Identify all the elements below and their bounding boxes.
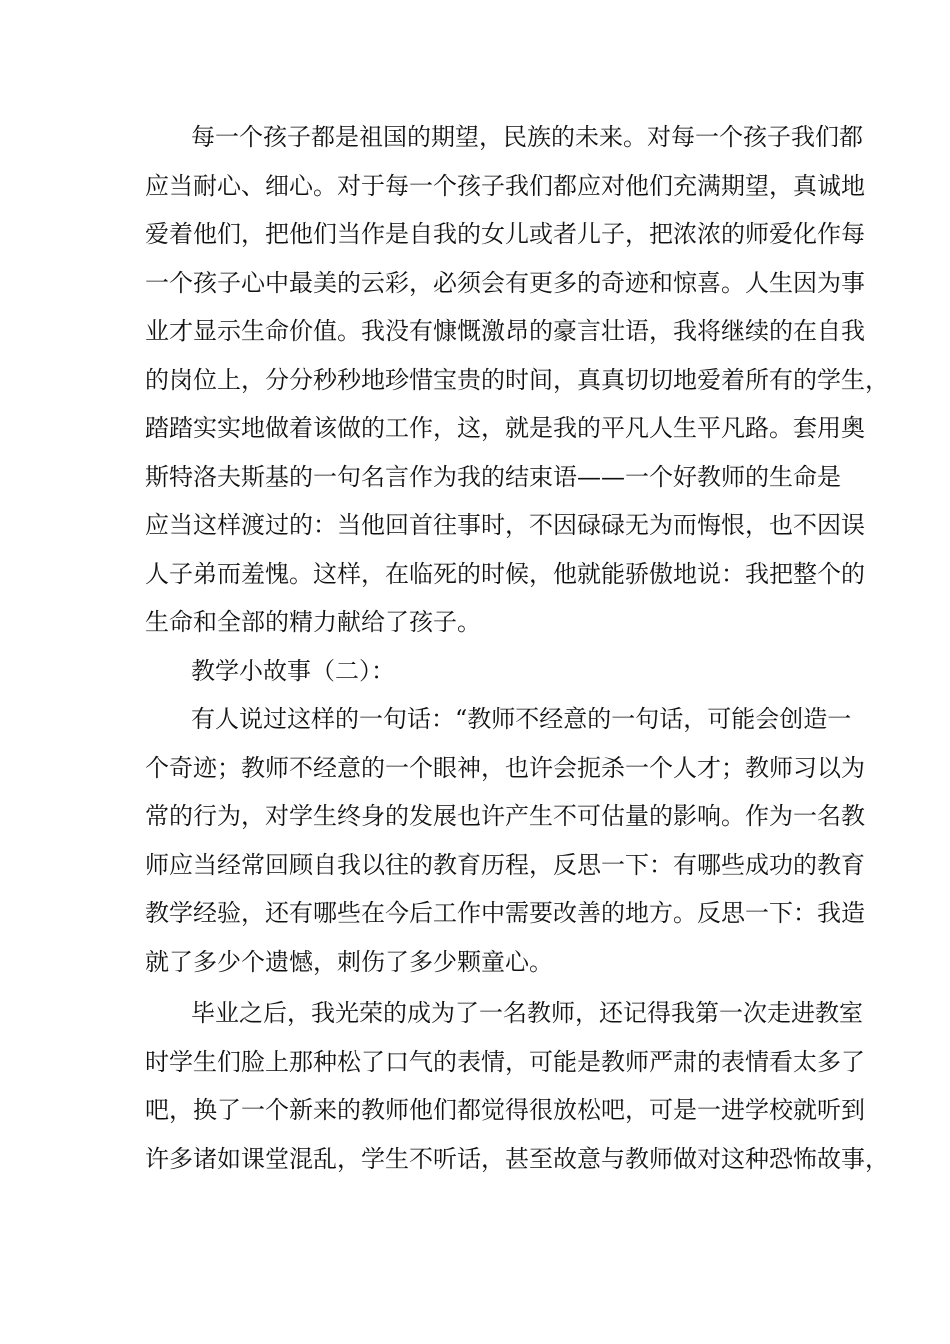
text-line: 的岗位上，分分秒秒地珍惜宝贵的时间，真真切切地爱着所有的学生， <box>145 365 889 394</box>
text-line: 踏踏实实地做着该做的工作，这，就是我的平凡人生平凡路。套用奥 <box>145 414 865 442</box>
text-line: 许多诸如课堂混乱，学生不听话，甚至故意与教师做对这种恐怖故事， <box>145 1144 889 1173</box>
text-line: 业才显示生命价值。我没有慷慨激昂的豪言壮语，我将继续的在自我 <box>145 317 865 345</box>
text-line: 师应当经常回顾自我以往的教育历程，反思一下：有哪些成功的教育 <box>145 850 865 879</box>
text-line: 教学经验，还有哪些在今后工作中需要改善的地方。反思一下：我造 <box>145 899 865 927</box>
text-line: 有人说过这样的一句话：“教师不经意的一句话，可能会创造一 <box>191 705 852 733</box>
paragraph-2 <box>145 695 865 986</box>
text-line: 常的行为，对学生终身的发展也许产生不可估量的影响。作为一名教 <box>145 802 865 830</box>
text-line: 人子弟而羞愧。这样，在临死的时候，他就能骄傲地说：我把整个的 <box>145 559 865 588</box>
text-line: 时学生们脸上那种松了口气的表情，可能是教师严肃的表情看太多了 <box>145 1047 865 1076</box>
text-line: 每一个孩子都是祖国的期望，民族的未来。对每一个孩子我们都 <box>191 123 863 151</box>
paragraph-3 <box>145 989 889 1183</box>
section-heading <box>145 647 807 696</box>
text-line: 吧，换了一个新来的教师他们都觉得很放松吧，可是一进学校就听到 <box>145 1096 865 1124</box>
text-line: 生命和全部的精力献给了孩子。 <box>145 608 481 636</box>
text-line: 个奇迹；教师不经意的一个眼神，也许会扼杀一个人才；教师习以为 <box>145 753 865 782</box>
paragraph-1 <box>145 113 889 647</box>
text-line: 就了多少个遗憾，刺伤了多少颗童心。 <box>145 947 553 976</box>
heading-line: 教学小故事（二）： <box>191 656 395 685</box>
text-line: 毕业之后，我光荣的成为了一名教师，还记得我第一次走进教室 <box>191 999 863 1027</box>
text-line: 一个孩子心中最美的云彩，必须会有更多的奇迹和惊喜。人生因为事 <box>145 268 865 297</box>
document-body <box>145 113 889 1183</box>
text-line: 应当耐心、细心。对于每一个孩子我们都应对他们充满期望，真诚地 <box>145 171 865 200</box>
text-line: 爱着他们，把他们当作是自我的女儿或者儿子，把浓浓的师爱化作每 <box>145 220 865 248</box>
text-line: 应当这样渡过的：当他回首往事时，不因碌碌无为而悔恨，也不因误 <box>145 511 865 539</box>
text-line: 斯特洛夫斯基的一句名言作为我的结束语——一个好教师的生命是 <box>145 462 841 491</box>
